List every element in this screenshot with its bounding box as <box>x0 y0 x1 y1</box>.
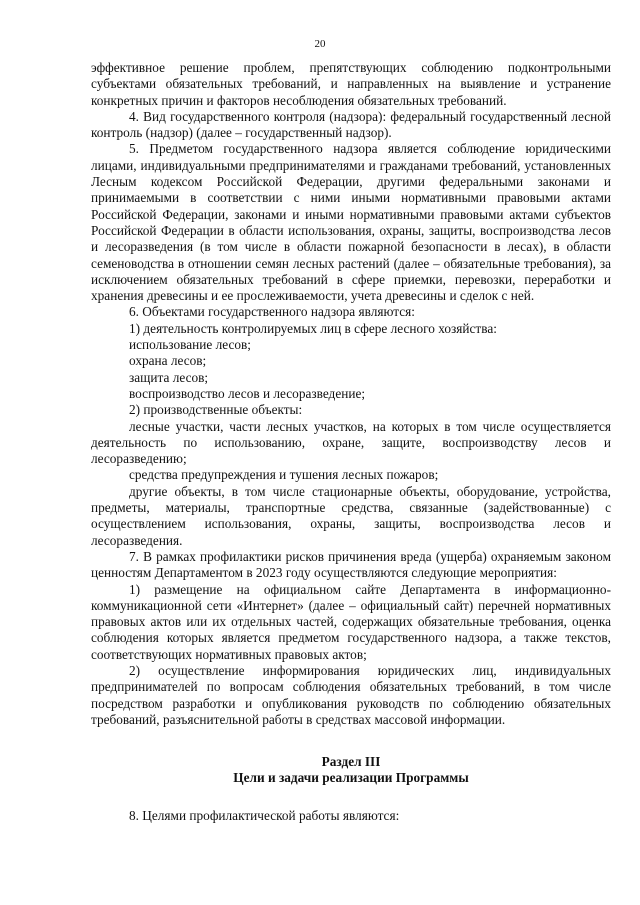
list-subitem-protection: охрана лесов; <box>129 353 207 369</box>
paragraph-4: 4. Вид государственного контроля (надзора): федеральный государственный лесной контроль (надзор) (далее – государственный надзор). <box>91 108 611 141</box>
document-body <box>91 60 611 824</box>
list-item-1: 1) деятельность контролируемых лиц в сфере лесного хозяйства: <box>129 320 497 336</box>
measure-2: 2) осуществление информирования юридических лиц, индивидуальных предпринимателей по вопросам соблюдения обязательных требований, в том числе посредством разработки и опубликования руководств по соблюдению обязательных требований, разъяснительной работы в средствах массовой информации. <box>91 662 611 727</box>
list-subitem-use: использование лесов; <box>129 337 251 353</box>
paragraph-5: 5. Предметом государственного надзора является соблюдение юридическими лицами, индивидуальными предпринимателями и гражданами требований, установленных Лесным кодексом Российской Федерации, другими федеральными законами и принимаемыми в соответствии с ними иными нормативными правовыми актами Российской Федерации, законами и иными нормативными правовыми актами субъектов Российской Федерации в области использования, охраны, защиты, воспроизводства лесов и лесоразведения (в том числе в области пожарной безопасности в лесах), в области семеноводства в отношении семян лесных растений (далее – обязательные требования), за исключением обязательных требований в сфере приемки, перевозки, переработки и хранения древесины и ее прослеживаемости, учета древесины и сделок с ней. <box>91 141 611 304</box>
list-subitem-plots: лесные участки, части лесных участков, на которых в том числе осуществляется деятельность по использованию, охране, защите, воспроизводству лесов и лесоразведению; <box>91 418 611 467</box>
page-number: 20 <box>314 38 326 50</box>
list-subitem-defense: защита лесов; <box>129 369 209 385</box>
paragraph-continuation: эффективное решение проблем, препятствующих соблюдению подконтрольными субъектами обязательных требований, и направленных на выявление и устранение конкретных причин и факторов несоблюдения обязательных требований. <box>91 60 611 108</box>
section-title: Цели и задачи реализации Программы <box>233 770 469 786</box>
paragraph-6: 6. Объектами государственного надзора являются: <box>129 304 415 320</box>
paragraph-7: 7. В рамках профилактики рисков причинения вреда (ущерба) охраняемым законом ценностям Департаментом в 2023 году осуществляются следующие мероприятия: <box>91 548 611 581</box>
section-number: Раздел III <box>321 754 381 770</box>
list-subitem-fire-means: средства предупреждения и тушения лесных пожаров; <box>129 467 439 483</box>
paragraph-8: 8. Целями профилактической работы являются: <box>129 807 400 823</box>
list-item-2: 2) производственные объекты: <box>129 402 303 418</box>
list-subitem-other-objects: другие объекты, в том числе стационарные объекты, оборудование, устройства, предметы, материалы, транспортные средства, связанные (задействованные) с осуществлением использования, охраны, защиты, воспроизводства лесов и лесоразведения. <box>91 483 611 548</box>
measure-1: 1) размещение на официальном сайте Департамента в информационно-коммуникационной сети «Интернет» (далее – официальный сайт) перечней нормативных правовых актов или их отдельных частей, содержащих обязательные требования, оценка соблюдения которых является предметом государственного надзора, а также текстов, соответствующих нормативных правовых актов; <box>91 581 611 662</box>
list-subitem-reproduction: воспроизводство лесов и лесоразведение; <box>129 385 366 401</box>
